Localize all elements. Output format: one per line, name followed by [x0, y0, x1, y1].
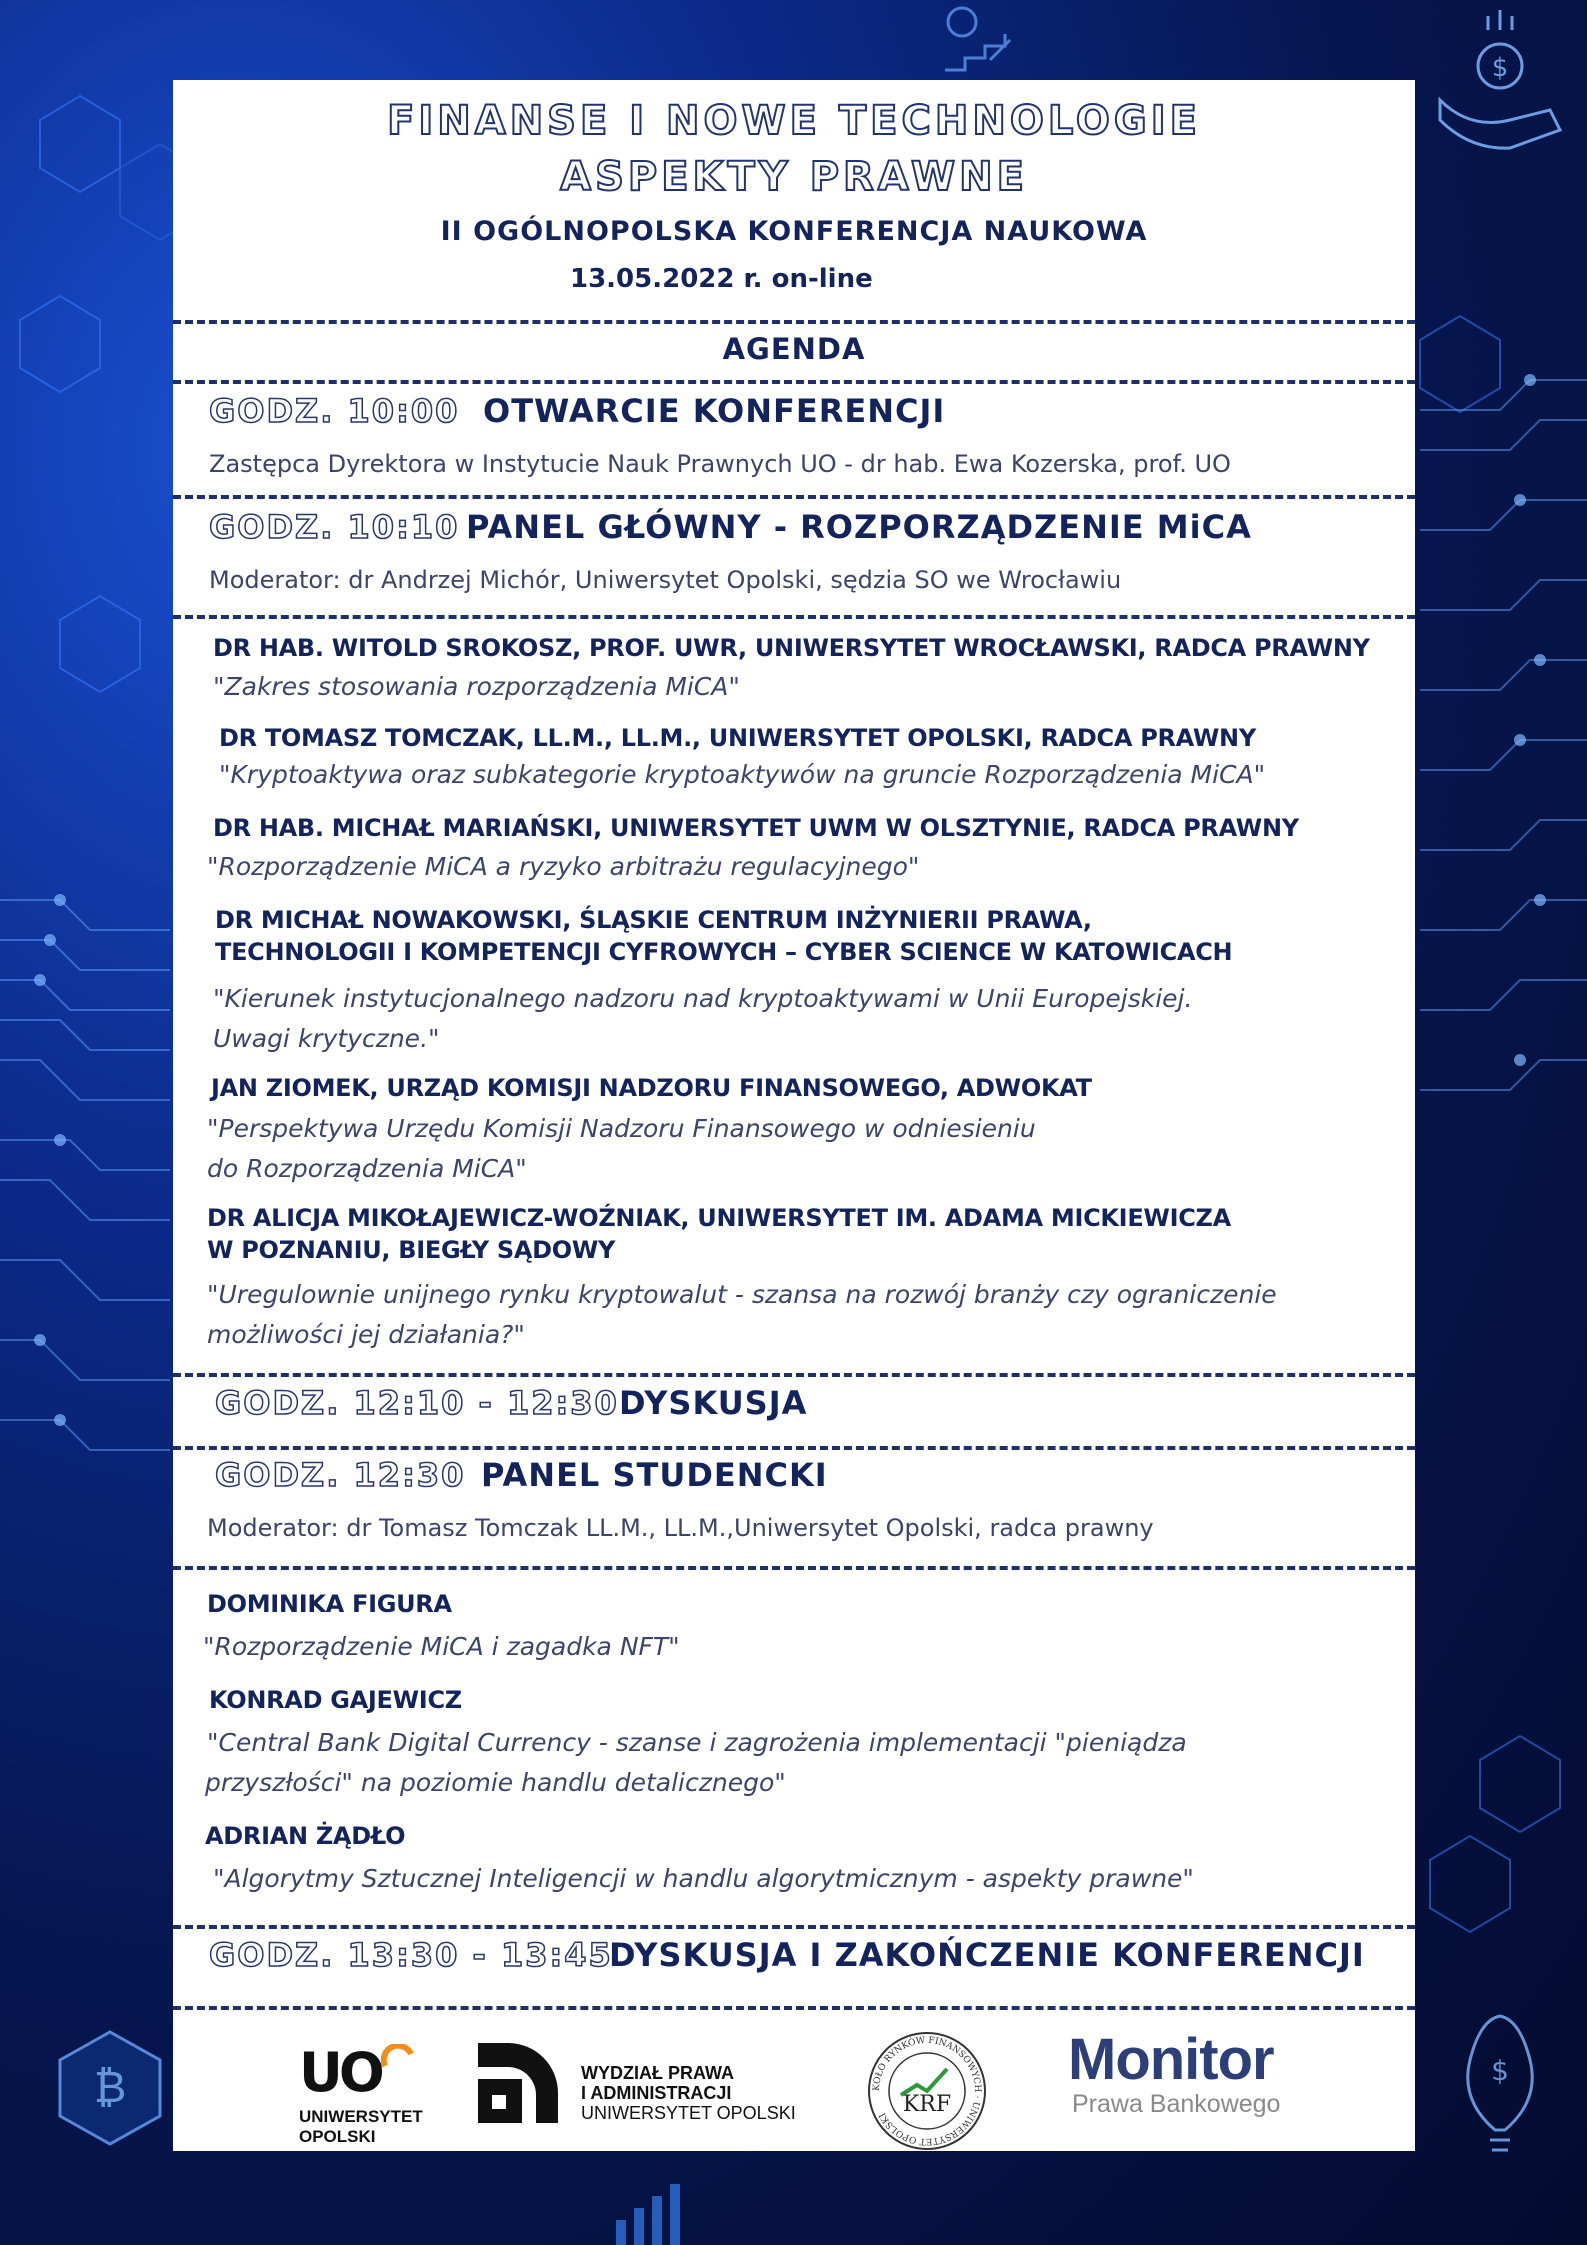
wpia-logo-mark — [478, 2043, 560, 2125]
monitor-logo-line1: Monitor — [1068, 2027, 1274, 2092]
talk-title-cont: możliwości jej działania?" — [207, 1320, 525, 1349]
speaker-name: DR MICHAŁ NOWAKOWSKI, ŚLĄSKIE CENTRUM INŻYNIERII PRAWA, — [215, 906, 1092, 934]
main-panel-moderator: Moderator: dr Andrzej Michór, Uniwersytet Opolski, sędzia SO we Wrocławiu — [209, 566, 1122, 594]
bitcoin-icon — [60, 2032, 160, 2144]
money-hand-icon — [1440, 10, 1560, 148]
conference-title-line1: FINANSE I NOWE TECHNOLOGIE — [387, 98, 1201, 144]
talk-title-cont: Uwagi krytyczne." — [213, 1024, 440, 1053]
monitor-logo — [1068, 2027, 1281, 2118]
divider — [173, 320, 1415, 324]
divider — [173, 615, 1415, 619]
talk-title: "Algorytmy Sztucznej Inteligencji w handlu algorytmicznym - aspekty prawne" — [213, 1864, 1194, 1893]
krf-mark: KRF — [902, 2092, 952, 2117]
divider — [173, 1925, 1415, 1929]
svg-text:$: $ — [1491, 53, 1509, 83]
discussion-time: GODZ. 12:10 - 12:30 — [215, 1384, 619, 1422]
wpia-line3: UNIWERSYTET OPOLSKI — [581, 2103, 796, 2123]
svg-text:₿: ₿ — [93, 2062, 127, 2113]
svg-text:$: $ — [1491, 2054, 1509, 2087]
student-name: DOMINIKA FIGURA — [207, 1590, 452, 1618]
divider — [173, 2006, 1415, 2010]
uo-logo-line1: UNIWERSYTET — [299, 2107, 423, 2126]
uo-logo — [299, 2041, 439, 2146]
discussion-title: DYSKUSJA — [619, 1384, 808, 1422]
krf-logo — [865, 2029, 989, 2153]
divider — [173, 1373, 1415, 1377]
speaker-name: DR TOMASZ TOMCZAK, LL.M., LL.M., UNIWERSYTET OPOLSKI, RADCA PRAWNY — [219, 724, 1256, 752]
talk-title-cont: przyszłości" na poziomie handlu detalicznego" — [205, 1768, 786, 1797]
talk-title: "Kryptoaktywa oraz subkategorie kryptoaktywów na gruncie Rozporządzenia MiCA" — [219, 760, 1266, 789]
talk-title: "Rozporządzenie MiCA i zagadka NFT" — [203, 1632, 680, 1661]
conference-date: 13.05.2022 r. on-line — [570, 264, 873, 294]
speaker-name: DR HAB. WITOLD SROKOSZ, PROF. UWR, UNIWERSYTET WROCŁAWSKI, RADCA PRAWNY — [213, 634, 1370, 662]
growth-dollar-icon — [945, 8, 1010, 70]
speaker-name-cont: TECHNOLOGII I KOMPETENCJI CYFROWYCH – CYBER SCIENCE W KATOWICACH — [215, 938, 1233, 966]
divider — [173, 1566, 1415, 1570]
speaker-name: DR ALICJA MIKOŁAJEWICZ-WOŹNIAK, UNIWERSYTET IM. ADAMA MICKIEWICZA — [207, 1204, 1231, 1232]
talk-title: "Perspektywa Urzędu Komisji Nadzoru Finansowego w odniesieniu — [207, 1114, 1036, 1143]
divider — [173, 380, 1415, 384]
conference-subtitle: II OGÓLNOPOLSKA KONFERENCJA NAUKOWA — [440, 216, 1148, 247]
agenda-label: AGENDA — [722, 332, 866, 366]
divider — [173, 1446, 1415, 1450]
conference-title-line2: ASPEKTY PRAWNE — [560, 154, 1028, 200]
bar-chart-icon — [616, 2184, 680, 2245]
talk-title: "Rozporządzenie MiCA a ryzyko arbitrażu regulacyjnego" — [207, 852, 920, 881]
wpia-line2: I ADMINISTRACJI — [581, 2083, 732, 2103]
opening-time: GODZ. 10:00 — [209, 392, 460, 430]
wpia-line1: WYDZIAŁ PRAWA — [581, 2063, 734, 2083]
speaker-name: JAN ZIOMEK, URZĄD KOMISJI NADZORU FINANSOWEGO, ADWOKAT — [211, 1074, 1092, 1102]
talk-title: "Central Bank Digital Currency - szanse i zagrożenia implementacji "pieniądza — [207, 1728, 1187, 1757]
student-panel-time: GODZ. 12:30 — [215, 1456, 466, 1494]
uo-logo-line2: OPOLSKI — [299, 2127, 376, 2146]
speaker-name: DR HAB. MICHAŁ MARIAŃSKI, UNIWERSYTET UWM W OLSZTYNIE, RADCA PRAWNY — [213, 814, 1299, 842]
talk-title: "Uregulownie unijnego rynku kryptowalut - szansa na rozwój branży czy ograniczenie — [207, 1280, 1277, 1309]
lightbulb-dollar-icon — [1468, 2016, 1532, 2150]
main-panel-time: GODZ. 10:10 — [209, 508, 460, 546]
student-name: ADRIAN ŻĄDŁO — [205, 1822, 406, 1850]
speaker-name-cont: W POZNANIU, BIEGŁY SĄDOWY — [207, 1236, 616, 1264]
uo-logo-arc — [381, 2044, 415, 2068]
student-panel-title: PANEL STUDENCKI — [481, 1456, 828, 1494]
closing-time: GODZ. 13:30 - 13:45 — [209, 1936, 613, 1974]
student-name: KONRAD GAJEWICZ — [209, 1686, 462, 1714]
monitor-logo-line2: Prawa Bankowego — [1072, 2090, 1281, 2118]
divider — [173, 495, 1415, 499]
talk-title: "Kierunek instytucjonalnego nadzoru nad kryptoaktywami w Unii Europejskiej. — [213, 984, 1193, 1013]
krf-ring-text: KOŁO RYNKÓW FINANSOWYCH · UNIWERSYTET OPOLSKI — [871, 2035, 983, 2147]
opening-title: OTWARCIE KONFERENCJI — [483, 392, 946, 430]
agenda-card — [173, 80, 1415, 2151]
talk-title-cont: do Rozporządzenia MiCA" — [207, 1154, 527, 1183]
student-panel-moderator: Moderator: dr Tomasz Tomczak LL.M., LL.M.,Uniwersytet Opolski, radca prawny — [207, 1514, 1154, 1542]
closing-title: DYSKUSJA I ZAKOŃCZENIE KONFERENCJI — [609, 1936, 1365, 1974]
opening-note: Zastępca Dyrektora w Instytucie Nauk Prawnych UO - dr hab. Ewa Kozerska, prof. UO — [209, 450, 1231, 478]
uo-logo-mark: UO — [299, 2041, 381, 2104]
talk-title: "Zakres stosowania rozporządzenia MiCA" — [213, 672, 740, 701]
main-panel-title: PANEL GŁÓWNY - ROZPORZĄDZENIE MiCA — [466, 508, 1252, 546]
